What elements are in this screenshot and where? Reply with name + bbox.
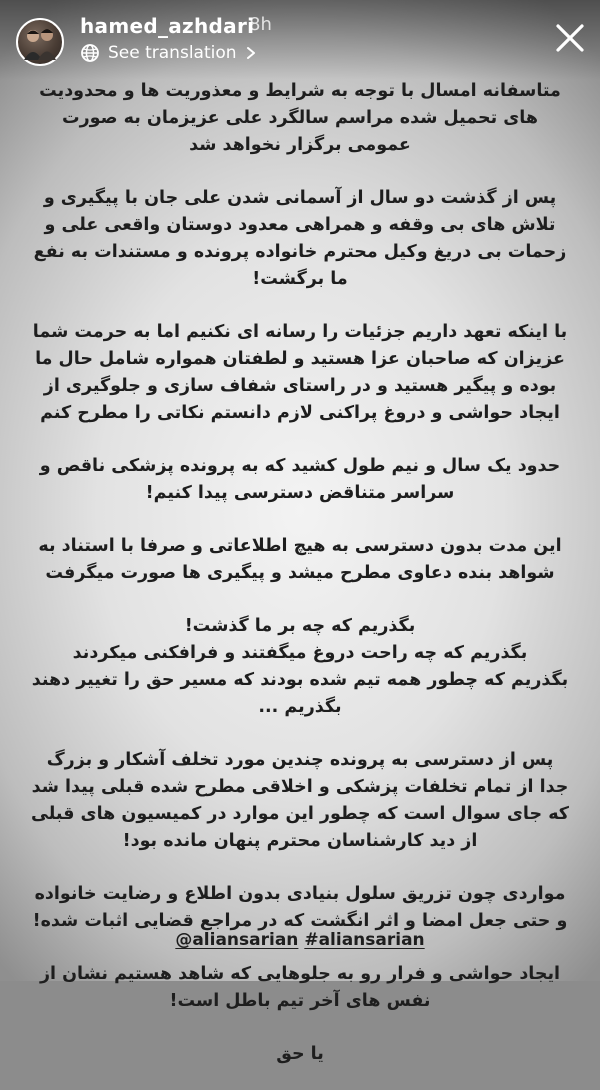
paragraph-ya-haq: یا حق [276, 1044, 324, 1064]
paragraph-cancellation: متاسفانه امسال با توجه به شرایط و معذوریت ها و محدودیت های تحمیل شده مراسم سالگرد علی عزیزمان به صورت عمومی برگزار نخواهد شد [39, 81, 561, 155]
username[interactable]: hamed_azhdari [80, 14, 255, 38]
paragraph-final-breaths: ایجاد حواشی و فرار رو به جلوهایی که شاهد هستیم نشان از نفس های آخر تیم باطل است! [39, 964, 561, 1011]
chevron-right-icon [245, 46, 257, 60]
avatar-photo-icon [18, 20, 62, 64]
paragraph-transparency: با اینکه تعهد داریم جزئیات را رسانه ای نکنیم اما به حرمت شما عزیزان که صاحبان عزا هستید و لطفتان همواره شامل حال ما بوده و پیگیر هستید و در راستای شفاف سازی و جلوگیری از ایجاد حواشی و دروغ پراکنی لازم دانستم نکاتی را مطرح کنم [32, 322, 568, 423]
paragraph-let-it-go: بگذریم که چه بر ما گذشت! بگذریم که چه راحت دروغ میگفتند و فرافکنی میکردند بگذریم که چطور همه تیم شده بودند که مسیر حق را تغییر دهند بگذریم ... [31, 616, 569, 717]
close-icon[interactable] [550, 18, 590, 58]
see-translation-label: See translation [108, 43, 237, 63]
mention-link[interactable]: @aliansarian [175, 930, 299, 950]
paragraph-case-outcome: پس از گذشت دو سال از آسمانی شدن علی جان با پیگیری و تلاش های بی وقفه و همراهی معدود دوستان واقعی علی و زحمات بی دریغ وکیل محترم خانواده پرونده و مستندات به نفع ما برگشت! [33, 188, 567, 289]
see-translation-button[interactable] [80, 41, 257, 65]
globe-icon [80, 43, 100, 63]
paragraph-violations: پس از دسترسی به پرونده چندین مورد تخلف آشکار و بزرگ جدا از تمام تخلفات پزشکی و اخلاقی مطرح شده قبلی پیدا شد که جای سوال است که چطور این موارد در کمیسیون های قبلی از دید کارشناسان محترم پنهان مانده بود! [31, 750, 569, 851]
avatar[interactable] [16, 18, 64, 66]
story-tags [0, 930, 600, 950]
paragraph-access-time: حدود یک سال و نیم طول کشید که به پرونده پزشکی ناقص و سراسر متناقض دسترسی پیدا کنیم! [39, 456, 561, 503]
paragraph-no-access: این مدت بدون دسترسی به هیچ اطلاعاتی و صرفا با استناد به شواهد بنده دعاوی مطرح میشد و پیگیری ها صورت میگرفت [38, 536, 562, 583]
hashtag-link[interactable]: #aliansarian [304, 930, 425, 950]
story-header [0, 0, 600, 80]
paragraph-stem-cell: مواردی چون تزریق سلول بنیادی بدون اطلاع و رضایت خانواده و حتی جعل امضا و اثر انگشت که در مراجع قضایی اثبات شده! [32, 884, 568, 931]
post-time: 8h [249, 14, 272, 35]
